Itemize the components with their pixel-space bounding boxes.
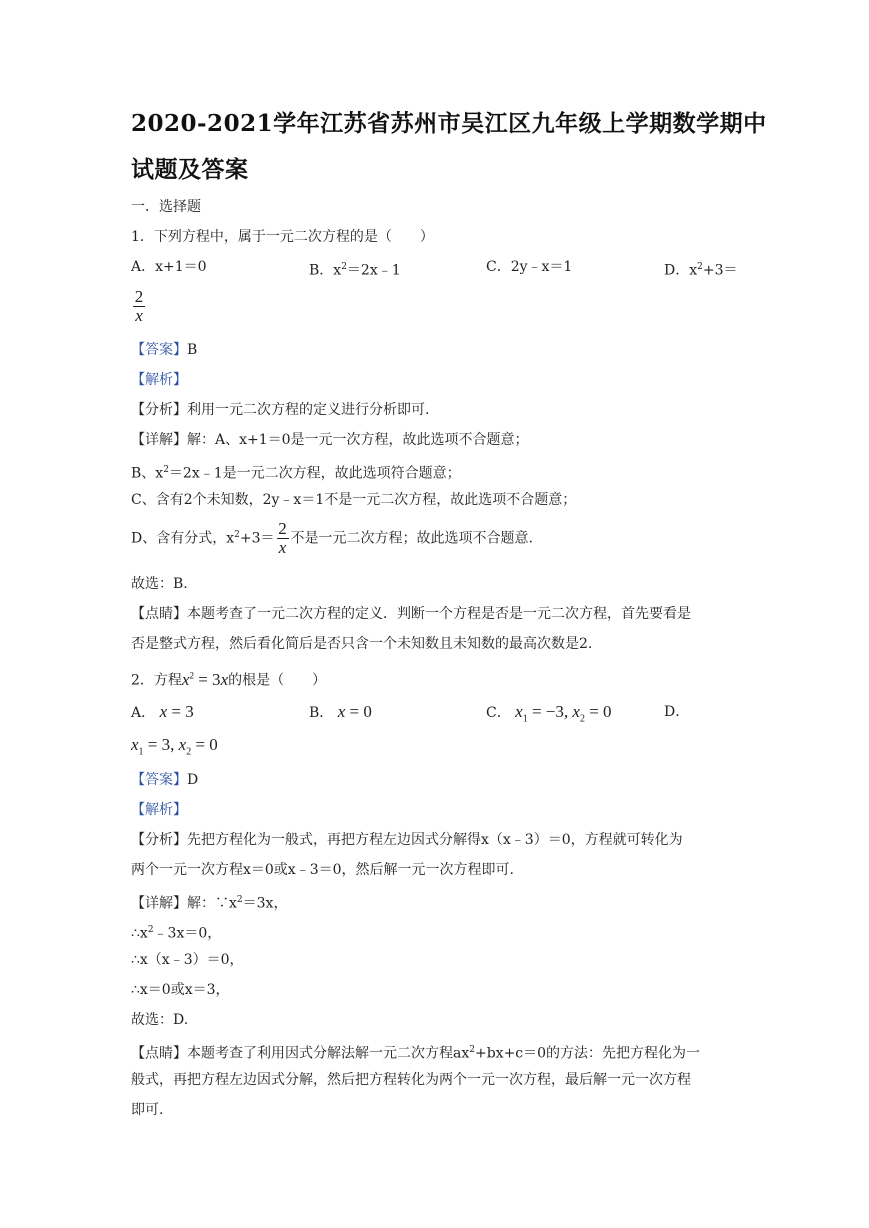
q1-stem: 1．下列方程中，属于一元二次方程的是（ ）	[131, 229, 434, 245]
q2-step-3: ∴x＝0或x＝3，	[131, 982, 230, 998]
q1-option-b: B．$x^2=2x﹣1$	[309, 262, 401, 279]
q2-stem: 2．方程$x^2 = 3x$的根是（ ）	[131, 669, 327, 689]
q1-option-d-fraction: $\frac{2}{x}$	[134, 287, 144, 325]
q1-analysis-tag: 【解析】	[131, 372, 187, 388]
q2-dianjing-1: 【点睛】本题考查了利用因式分解法解一元二次方程$ax^2+bx+c=0$的方法：先把方程化为一	[131, 1045, 701, 1062]
q1-option-d: D．$x^2+3=$	[664, 262, 738, 279]
q2-option-b: B． x = 0	[309, 702, 372, 721]
q1-line-b: B、$x^2=2x﹣1$是一元二次方程，故此选项符合题意；	[131, 465, 461, 482]
doc-title-line1: 2020-2021学年江苏省苏州市吴江区九年级上学期数学期中	[131, 110, 767, 137]
q2-guxuan: 故选：D.	[131, 1012, 189, 1028]
doc-title-line2: 试题及答案	[131, 156, 249, 183]
q2-fenxi-1: 【分析】先把方程化为一般式，再把方程左边因式分解得x（x﹣3）＝0，方程就可转化为	[131, 832, 683, 848]
q1-line-c: C、含有2个未知数，2y﹣x＝1不是一元二次方程，故此选项不合题意；	[131, 492, 577, 508]
q2-dianjing-3: 即可.	[131, 1102, 164, 1118]
q2-dianjing-2: 般式，再把方程左边因式分解，然后把方程转化为两个一元一次方程，最后解一元一次方程	[131, 1072, 691, 1088]
q2-option-d: D．	[664, 704, 690, 720]
q2-analysis-tag: 【解析】	[131, 802, 187, 818]
q1-option-c: C．2y﹣x＝1	[486, 259, 573, 275]
q1-fenxi: 【分析】利用一元二次方程的定义进行分析即可.	[131, 402, 430, 418]
q1-dianjing-1: 【点睛】本题考查了一元二次方程的定义．判断一个方程是否是一元二次方程，首先要看是	[131, 606, 691, 622]
q1-answer: 【答案】B	[131, 342, 198, 358]
q1-dianjing-2: 否是整式方程，然后看化简后是否只含一个未知数且未知数的最高次数是2.	[131, 636, 593, 652]
q1-guxuan: 故选：B.	[131, 576, 188, 592]
q2-answer: 【答案】D	[131, 772, 199, 788]
section-heading: 一．选择题	[131, 199, 201, 215]
q2-option-c: C． $x_1 = -3$, $x_2 = 0$	[486, 702, 612, 725]
q1-xiangjie: 【详解】解：A、x+1＝0是一元一次方程，故此选项不合题意；	[131, 432, 529, 448]
q2-fenxi-2: 两个一元一次方程x＝0或x﹣3＝0，然后解一元一次方程即可.	[131, 862, 514, 878]
q2-option-a: A． x = 3	[131, 702, 194, 721]
q1-option-a: A．x+1＝0	[131, 259, 207, 275]
q2-xiangjie: 【详解】解：$\because x^2=3x$，	[131, 895, 288, 912]
q2-step-1: $\therefore x^2﹣3x=0$，	[131, 925, 222, 942]
q2-step-2: ∴x（x﹣3）＝0，	[131, 952, 244, 968]
q1-line-d: D、含有分式，$x^2+3=$ $\frac{2}{x}$ 不是一元二次方程；故此选项不合题意.	[131, 519, 533, 557]
q2-option-d-value: $x_1 = 3$, $x_2 = 0$	[131, 735, 218, 758]
